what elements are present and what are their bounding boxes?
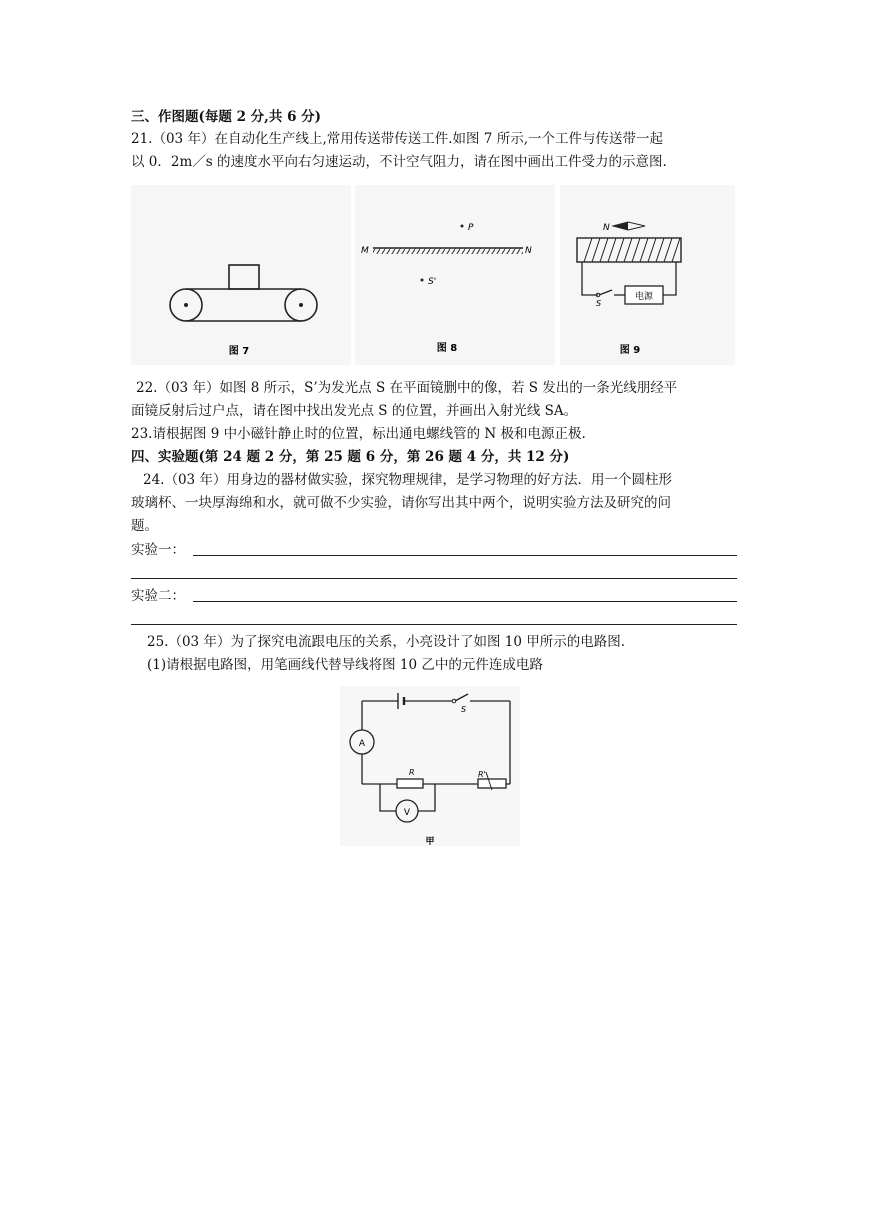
question-25-line-1: 25.（03 年）为了探究电流跟电压的关系，小亮设计了如图 10 甲所示的电路图.: [147, 634, 625, 650]
question-24-line-1: 24.（03 年）用身边的器材做实验，探究物理规律，是学习物理的好方法．用一个圆柱形: [143, 472, 672, 488]
experiment-1-answer-line-2[interactable]: [131, 578, 737, 579]
figure-8-caption: 图 8: [436, 343, 458, 354]
experiment-2-label: 实验二：: [131, 588, 185, 604]
figure-7-conveyor: [131, 185, 351, 365]
question-21-line-2: 以 0．2m／s 的速度水平向右匀速运动，不计空气阻力，请在图中画出工件受力的示意图.: [131, 154, 667, 170]
question-21-line-1: 21.（03 年）在自动化生产线上,常用传送带传送工件.如图 7 所示,一个工件与传送带一起: [131, 131, 663, 147]
switch-s-label: S: [461, 705, 467, 714]
switch-s-label: S: [596, 299, 602, 308]
label-m: M: [361, 246, 369, 256]
rheostat-label: R': [478, 770, 486, 779]
question-22-line-1: 22.（03 年）如图 8 所示，S’为发光点 S 在平面镜删中的像，若 S 发出的一条光线朋经平: [136, 380, 678, 396]
figure-8-mirror: [355, 185, 555, 365]
question-24-line-3: 题。: [131, 518, 158, 534]
question-24-line-2: 玻璃杯、一块厚海绵和水，就可做不少实验，请你写出其中两个，说明实验方法及研究的问: [131, 495, 671, 511]
ammeter-a-label: A: [358, 739, 366, 749]
experiment-1-answer-line[interactable]: [193, 555, 737, 556]
voltmeter-v-label: V: [403, 808, 411, 818]
section-3-heading: 三、作图题(每题 2 分,共 6 分): [131, 109, 322, 125]
label-p: P: [468, 223, 474, 233]
label-s-prime: S': [428, 277, 437, 287]
question-22-line-2: 面镜反射后过户点，请在图中找出发光点 S 的位置，并画出入射光线 SA。: [131, 403, 578, 419]
section-4-heading: 四、实验题(第 24 题 2 分，第 25 题 6 分，第 26 题 4 分，共 12 分): [131, 449, 570, 465]
figure-9-solenoid: [560, 185, 735, 365]
experiment-1-label: 实验一：: [131, 542, 185, 558]
needle-n-label: N: [603, 223, 610, 233]
figure-9-caption: 图 9: [619, 345, 641, 356]
resistor-r-label: R: [409, 768, 415, 777]
experiment-2-answer-line[interactable]: [193, 601, 737, 602]
figure-10-caption: 甲: [425, 837, 435, 846]
question-23: 23.请根据图 9 中小磁针静止时的位置，标出通电螺线管的 N 极和电源正极.: [131, 426, 586, 442]
figure-10-circuit: [340, 686, 520, 846]
power-source-label: 电源: [634, 292, 654, 302]
question-25-line-2: (1)请根据电路图，用笔画线代替导线将图 10 乙中的元件连成电路: [147, 657, 543, 673]
experiment-2-answer-line-2[interactable]: [131, 624, 737, 625]
figure-7-caption: 图 7: [228, 346, 250, 357]
label-n: N: [525, 246, 532, 256]
